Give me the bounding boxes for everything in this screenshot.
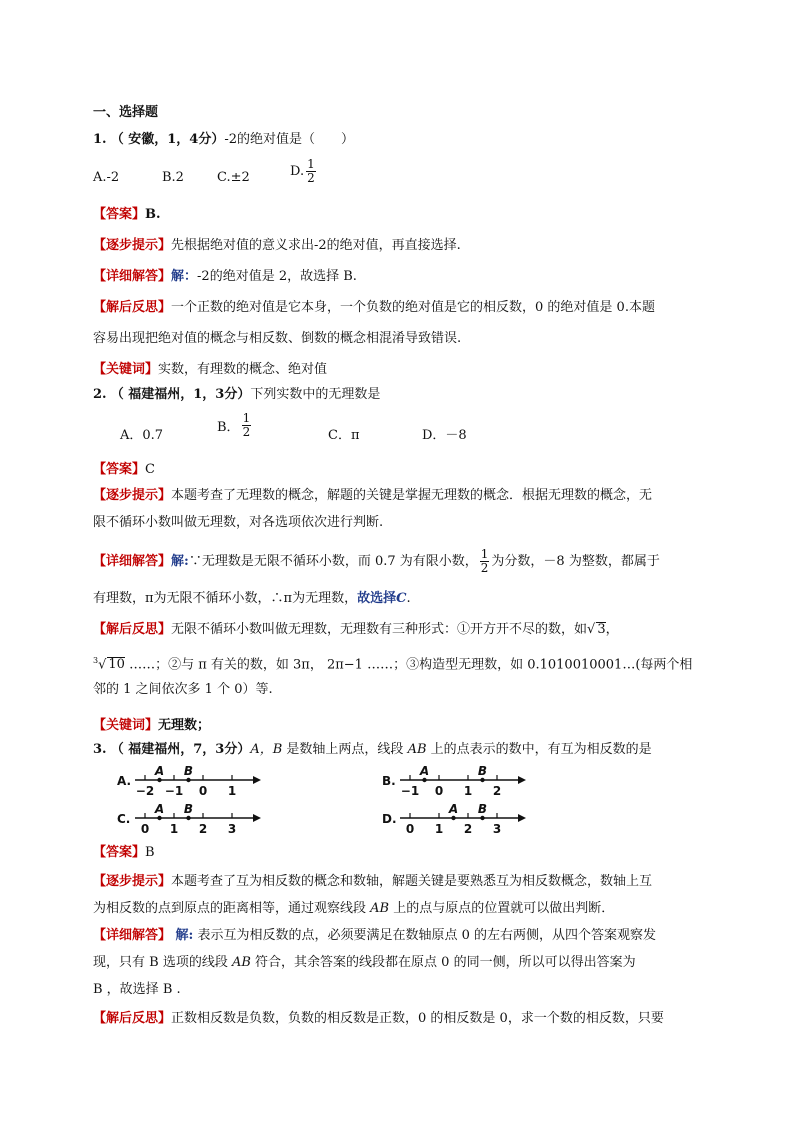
tick-label: −2 bbox=[135, 784, 155, 798]
option-a: A．0.7 bbox=[120, 428, 164, 443]
point-b bbox=[186, 816, 190, 820]
hint-line-1: 【逐步提示】本题考查了无理数的概念，解题的关键是掌握无理数的概念．根据无理数的概念，无 bbox=[93, 488, 653, 503]
option-d: D．－8 bbox=[422, 428, 467, 443]
option-a: A.-2 bbox=[93, 170, 120, 185]
option-d: D. $\frac{1}{2}$ bbox=[290, 157, 315, 185]
tick-label: −1 bbox=[164, 784, 184, 798]
number-line-option-b bbox=[380, 762, 530, 802]
number-line-option-d bbox=[380, 800, 530, 840]
question-number: 1. bbox=[93, 132, 107, 147]
axis-arrow bbox=[518, 814, 526, 822]
hint-line: 【逐步提示】先根据绝对值的意义求出-2的绝对值，再直接选择. bbox=[93, 238, 461, 253]
point-label-a: A bbox=[419, 764, 430, 778]
tick-label: 2 bbox=[463, 822, 473, 836]
tick-label: 0 bbox=[198, 784, 208, 798]
tick-label: 0 bbox=[405, 822, 415, 836]
reflection-line-2: 容易出现把绝对值的概念与相反数、倒数的概念相混淆导致错误. bbox=[93, 331, 462, 346]
answer-line: 【答案】C bbox=[93, 462, 155, 477]
option-label: B. bbox=[382, 774, 396, 788]
tick-label: 1 bbox=[169, 822, 179, 836]
hint-line-2: 限不循环小数叫做无理数，对各选项依次进行判断. bbox=[93, 515, 384, 530]
axis-arrow bbox=[518, 776, 526, 784]
point-label-a: A bbox=[154, 764, 165, 778]
reflection-line-2: $^3$√ 10 ……；②与 π 有关的数，如 3π， 2π−1 ……；③构造型无理数，如 0.1010010001…(每两个相 bbox=[93, 656, 693, 673]
point-b bbox=[480, 778, 484, 782]
reflection-line-3: 邻的 1 之间依次多 1 个 0）等. bbox=[93, 682, 273, 697]
point-label-a: A bbox=[154, 802, 165, 816]
detail-line-1: 【详细解答】解:∵无理数是无限不循环小数，而 0.7 为有限小数， $\frac{1}{2}$ 为分数，－8 为整数，都属于 bbox=[93, 547, 660, 575]
sqrt-symbol: √ bbox=[587, 622, 596, 637]
keyword-line: 【关键词】实数，有理数的概念、绝对值 bbox=[93, 362, 328, 377]
axis-arrow bbox=[253, 814, 261, 822]
answer-value: B. bbox=[145, 207, 161, 222]
number-line-option-c bbox=[115, 800, 265, 840]
tick-label: −1 bbox=[400, 784, 420, 798]
fraction: $\frac{1}{2}$ bbox=[480, 547, 489, 575]
question-source: （ 安徽，1，4分） bbox=[110, 132, 225, 147]
point-a bbox=[157, 778, 161, 782]
tick-label: 1 bbox=[463, 784, 473, 798]
point-label-b: B bbox=[477, 764, 488, 778]
tick-label: 2 bbox=[198, 822, 208, 836]
option-c: C．π bbox=[328, 428, 360, 443]
point-label-b: B bbox=[183, 764, 194, 778]
answer-line: 【答案】B. bbox=[93, 207, 161, 222]
option-label: D. bbox=[382, 812, 397, 826]
tick-label: 0 bbox=[434, 784, 444, 798]
point-b bbox=[186, 778, 190, 782]
tick-label: 1 bbox=[227, 784, 237, 798]
tick-label: 3 bbox=[492, 822, 502, 836]
tick-label: 2 bbox=[492, 784, 502, 798]
fraction: $\frac{1}{2}$ bbox=[242, 411, 251, 439]
detail-line: 【详细解答】解：-2的绝对值是 2，故选择 B. bbox=[93, 269, 357, 284]
option-label: A. bbox=[117, 774, 132, 788]
cube-root-symbol: √ bbox=[98, 657, 107, 673]
point-a bbox=[451, 816, 455, 820]
question-text: -2的绝对值是（ ） bbox=[224, 132, 355, 147]
question-2-stem: 2. （ 福建福州，1，3分）下列实数中的无理数是 bbox=[93, 387, 381, 402]
hint-line-2: 为相反数的点到原点的距离相等，通过观察线段 AB 上的点与原点的位置就可以做出判断． bbox=[93, 901, 615, 916]
option-b: B.2 bbox=[162, 170, 184, 185]
reflection-line-1: 【解后反思】正数相反数是负数，负数的相反数是正数，0 的相反数是 0，求一个数的相反数，只要 bbox=[93, 1011, 664, 1026]
tick-label: 3 bbox=[227, 822, 237, 836]
detail-line-2: 现，只有 B 选项的线段 AB 符合，其余答案的线段都在原点 0 的同一侧，所以可以得出答案为 bbox=[93, 955, 636, 970]
detail-line-3: B ，故选择 B . bbox=[93, 982, 181, 997]
point-label-b: B bbox=[477, 802, 488, 816]
point-a bbox=[157, 816, 161, 820]
point-b bbox=[480, 816, 484, 820]
answer-value: B bbox=[145, 845, 155, 860]
number-line-option-a bbox=[115, 762, 265, 802]
option-b: B． $\frac{1}{2}$ bbox=[217, 411, 251, 439]
hint-line-1: 【逐步提示】本题考查了互为相反数的概念和数轴，解题关键是要熟悉互为相反数概念，数轴上互 bbox=[93, 874, 653, 889]
answer-line: 【答案】B bbox=[93, 845, 155, 860]
option-label: C. bbox=[117, 812, 131, 826]
tick-label: 0 bbox=[140, 822, 150, 836]
answer-value: C bbox=[145, 462, 155, 477]
question-3-stem: 3. （ 福建福州，7，3分）A，B 是数轴上两点，线段 AB 上的点表示的数中，有互为相反数的是 bbox=[93, 742, 652, 757]
option-c: C.±2 bbox=[217, 170, 250, 185]
point-label-b: B bbox=[183, 802, 194, 816]
axis-arrow bbox=[253, 776, 261, 784]
tick-label: 1 bbox=[434, 822, 444, 836]
section-title: 一、选择题 bbox=[93, 105, 159, 120]
question-1-stem bbox=[93, 131, 354, 149]
fraction: $\frac{1}{2}$ bbox=[307, 157, 315, 185]
point-a bbox=[422, 778, 426, 782]
keyword-line: 【关键词】无理数； bbox=[93, 718, 211, 733]
reflection-line-1: 【解后反思】无限不循环小数叫做无理数，无理数有三种形式：①开方开不尽的数，如√ 3， bbox=[93, 622, 619, 637]
detail-line-2: 有理数，π为无限不循环小数，∴π为无理数，故选择C. bbox=[93, 591, 411, 606]
point-label-a: A bbox=[448, 802, 459, 816]
reflection-line-1: 【解后反思】一个正数的绝对值是它本身，一个负数的绝对值是它的相反数，0 的绝对值是 0.本题 bbox=[93, 300, 655, 315]
detail-line-1: 【详细解答】 解: 表示互为相反数的点，必须要满足在数轴原点 0 的左右两侧，从四个答案观察发 bbox=[93, 928, 657, 943]
